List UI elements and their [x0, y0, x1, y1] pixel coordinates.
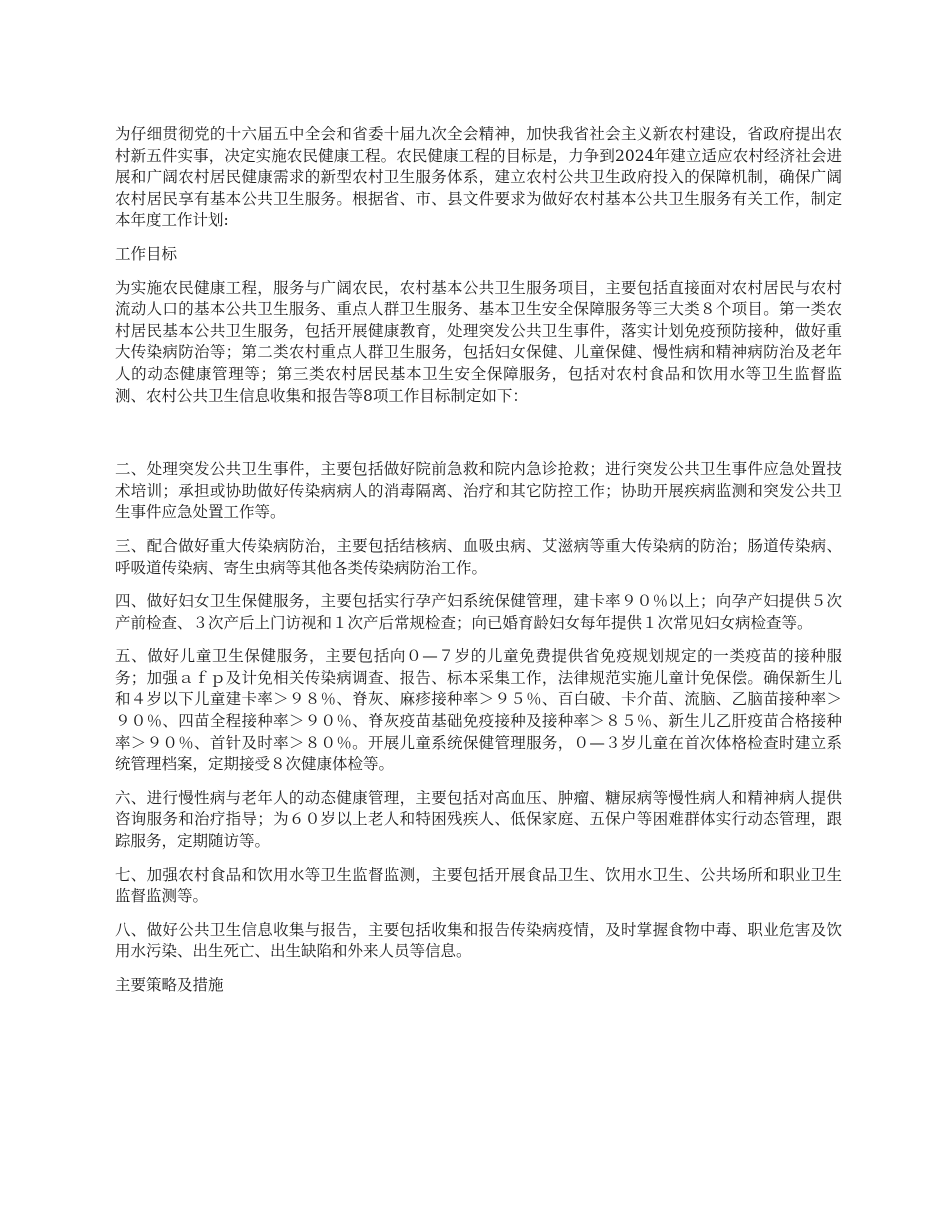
- item-paragraph: 七、加强农村食品和饮用水等卫生监督监测，主要包括开展食品卫生、饮用水卫生、公共场所和职业卫生监督监测等。: [115, 865, 842, 906]
- goals-paragraph: 为实施农民健康工程，服务与广阔农民，农村基本公共卫生服务项目，主要包括直接面对农村居民与农村流动人口的基本公共卫生服务、重点人群卫生服务、基本卫生安全保障服务等三大类８个项目。第一类农村居民基本公共卫生服务，包括开展健康教育，处理突发公共卫生事件，落实计划免疫预防接种，做好重大传染病防治等；第二类农村重点人群卫生服务，包括妇女保健、儿童保健、慢性病和精神病防治及老年人的动态健康管理等；第三类农村居民基本卫生安全保障服务，包括对农村食品和饮用水等卫生监督监测、农村公共卫生信息收集和报告等8项工作目标制定如下：: [115, 278, 842, 405]
- item-paragraph: 二、处理突发公共卫生事件，主要包括做好院前急救和院内急诊抢救；进行突发公共卫生事件应急处置技术培训；承担或协助做好传染病病人的消毒隔离、治疗和其它防控工作；协助开展疾病监测和突发公共卫生事件应急处置工作等。: [115, 460, 842, 522]
- document-body: [115, 124, 842, 1009]
- item-paragraph: 五、做好儿童卫生保健服务，主要包括向０—７岁的儿童免费提供省免疫规划规定的一类疫苗的接种服务；加强ａｆｐ及计免相关传染病调查、报告、标本采集工作，法律规范实施儿童计免保偿。确保新生儿和４岁以下儿童建卡率＞９８％、脊灰、麻疹接种率＞９５％、百白破、卡介苗、流脑、乙脑苗接种率＞９０％、四苗全程接种率＞９０％、脊灰疫苗基础免疫接种及接种率＞８５％、新生儿乙肝疫苗合格接种率＞９０％、首针及时率＞８０％。开展儿童系统保健管理服务，０—３岁儿童在首次体格检查时建立系统管理档案，定期接受８次健康体检等。: [115, 647, 842, 774]
- section-heading-measures: 主要策略及措施: [115, 976, 224, 994]
- item-paragraph: 四、做好妇女卫生保健服务，主要包括实行孕产妇系统保健管理，建卡率９０％以上；向孕产妇提供５次产前检查、３次产后上门访视和１次产后常规检查；向已婚育龄妇女每年提供１次常见妇女病检查等。: [115, 592, 842, 632]
- blank-gap: [115, 419, 842, 459]
- item-paragraph: 三、配合做好重大传染病防治，主要包括结核病、血吸虫病、艾滋病等重大传染病的防治；肠道传染病、呼吸道传染病、寄生虫病等其他各类传染病防治工作。: [115, 536, 842, 577]
- item-paragraph: 六、进行慢性病与老年人的动态健康管理，主要包括对高血压、肿瘤、糖尿病等慢性病人和精神病人提供咨询服务和治疗指导；为６０岁以上老人和特困残疾人、低保家庭、五保户等困难群体实行动态管理，跟踪服务，定期随访等。: [115, 788, 842, 851]
- item-paragraph: 八、做好公共卫生信息收集与报告，主要包括收集和报告传染病疫情，及时掌握食物中毒、职业危害及饮用水污染、出生死亡、出生缺陷和外来人员等信息。: [115, 920, 842, 961]
- intro-paragraph: 为仔细贯彻党的十六届五中全会和省委十届九次全会精神，加快我省社会主义新农村建设，省政府提出农村新五件实事，决定实施农民健康工程。农民健康工程的目标是，力争到2024年建立适应农村经济社会进展和广阔农村居民健康需求的新型农村卫生服务体系，建立农村公共卫生政府投入的保障机制，确保广阔农村居民享有基本公共卫生服务。根据省、市、县文件要求为做好农村基本公共卫生服务有关工作，制定本年度工作计划:: [115, 125, 842, 230]
- section-heading-goals: 工作目标: [115, 244, 178, 263]
